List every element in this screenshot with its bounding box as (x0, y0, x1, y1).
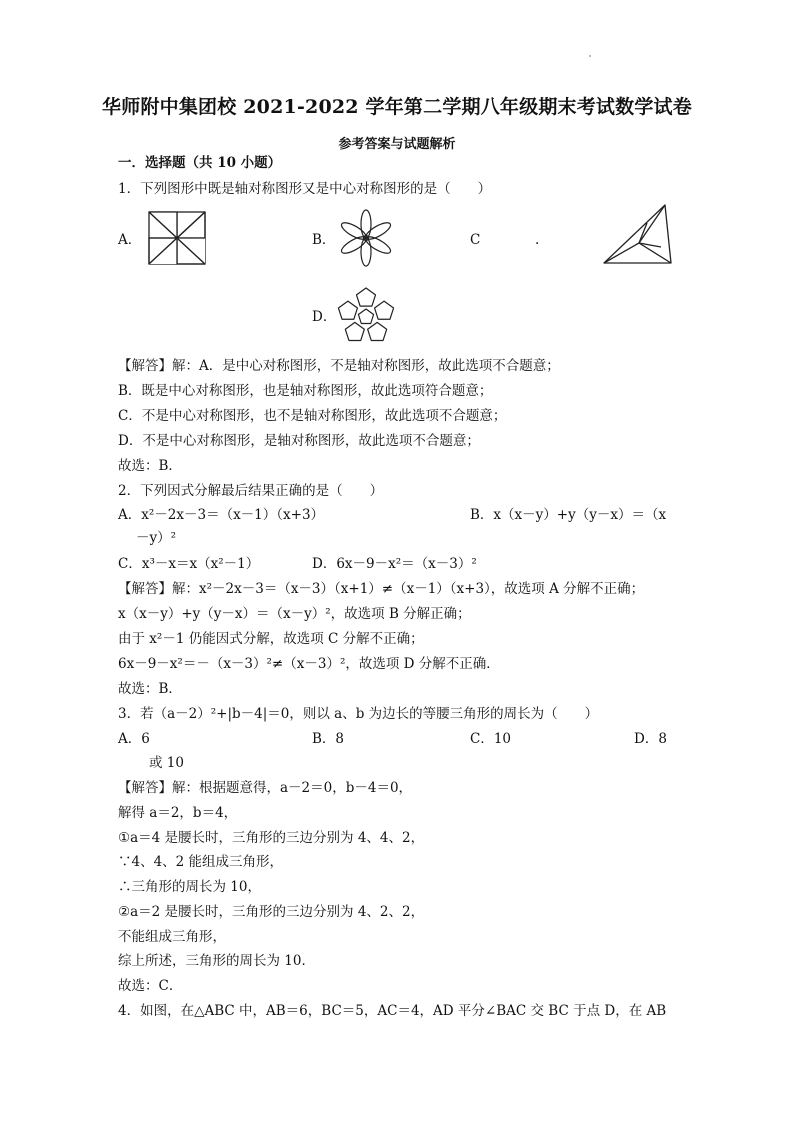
q3-answer-line-8: 综上所述，三角形的周长为 10． (118, 953, 315, 969)
q3-stem: 3．若（a－2）²+|b－4|＝0，则以 a、b 为边长的等腰三角形的周长为（ ） (118, 706, 599, 722)
page-title: 华师附中集团校 2021-2022 学年第二学期八年级期末考试数学试卷 (102, 96, 692, 118)
q3-option-b: B．8 (312, 731, 345, 747)
q3-option-c: C．10 (470, 731, 512, 747)
q3-option-d: D．8 (634, 731, 667, 747)
page-subtitle: 参考答案与试题解析 (338, 137, 456, 152)
q2-answer-line-3: 由于 x²－1 仍能因式分解，故选项 C 分解不正确； (118, 631, 424, 647)
q1-answer-line-4: D．不是中心对称图形，是轴对称图形，故此选项不合题意； (118, 433, 480, 449)
q1-option-d-label: D． (312, 309, 337, 325)
q3-option-d-continued: 或 10 (149, 755, 184, 771)
q2-option-d: D．6x－9－x²＝（x－3）² (312, 556, 477, 572)
triangle-figure-icon (601, 203, 675, 269)
q2-answer-line-1: 【解答】解：x²－2x－3＝（x－3）（x+1）≠（x－1）（x+3），故选项 A 分解不正确； (118, 581, 645, 597)
q2-answer-line-4: 6x－9－x²＝－（x－3）²≠（x－3）²，故选项 D 分解不正确． (118, 656, 500, 672)
q2-stem: 2．下列因式分解最后结果正确的是（ ） (118, 483, 384, 499)
flower-figure-icon (334, 207, 398, 269)
q4-stem: 4．如图，在△ABC 中，AB＝6，BC＝5，AC＝4，AD 平分∠BAC 交 BC 于点 D，在 AB (118, 1003, 667, 1019)
q1-option-c-dot: . (535, 232, 540, 248)
q2-answer-line-2: x（x－y）+y（y－x）＝（x－y）²，故选项 B 分解正确； (118, 606, 471, 622)
pentagon-cluster-figure-icon (334, 283, 398, 347)
q1-answer-line-1: 【解答】解：A．是中心对称图形，不是轴对称图形，故此选项不合题意； (118, 358, 560, 374)
q3-answer-choice: 故选：C． (118, 978, 183, 994)
q3-answer-line-3: ①a＝4 是腰长时，三角形的三边分别为 4、4、2， (118, 830, 425, 846)
q1-answer-line-2: B．既是中心对称图形，也是轴对称图形，故此选项符合题意； (118, 383, 493, 399)
q1-option-c-label: C (470, 232, 481, 248)
pinwheel-figure-icon (147, 210, 207, 266)
q2-option-b-continued: －y）² (136, 530, 177, 546)
scan-speck (589, 55, 591, 57)
q3-answer-line-4: ∵4、4、2 能组成三角形， (118, 854, 284, 870)
q2-option-b: B．x（x－y）+y（y－x）＝（x (470, 507, 667, 523)
q1-stem: 1．下列图形中既是轴对称图形又是中心对称图形的是（ ） (118, 181, 492, 197)
section-heading: 一．选择题（共 10 小题） (118, 155, 282, 171)
q1-answer-line-3: C．不是中心对称图形，也不是轴对称图形，故此选项不合题意； (118, 408, 507, 424)
q1-answer-choice: 故选：B． (118, 458, 182, 474)
q2-option-a: A．x²－2x－3＝（x－1）（x+3） (118, 507, 325, 523)
q3-answer-line-7: 不能组成三角形， (118, 929, 226, 945)
q2-answer-choice: 故选：B． (118, 681, 182, 697)
q3-answer-line-6: ②a＝2 是腰长时，三角形的三边分别为 4、2、2， (118, 904, 425, 920)
q3-answer-line-1: 【解答】解：根据题意得，a－2＝0，b－4＝0， (118, 780, 413, 796)
q1-option-b-label: B． (312, 232, 336, 248)
q3-answer-line-5: ∴三角形的周长为 10， (118, 879, 261, 895)
q3-option-a: A．6 (118, 731, 150, 747)
q3-answer-line-2: 解得 a＝2，b＝4， (118, 805, 238, 821)
q2-option-c: C．x³－x＝x（x²－1） (118, 556, 260, 572)
q1-option-a-label: A． (118, 232, 142, 248)
